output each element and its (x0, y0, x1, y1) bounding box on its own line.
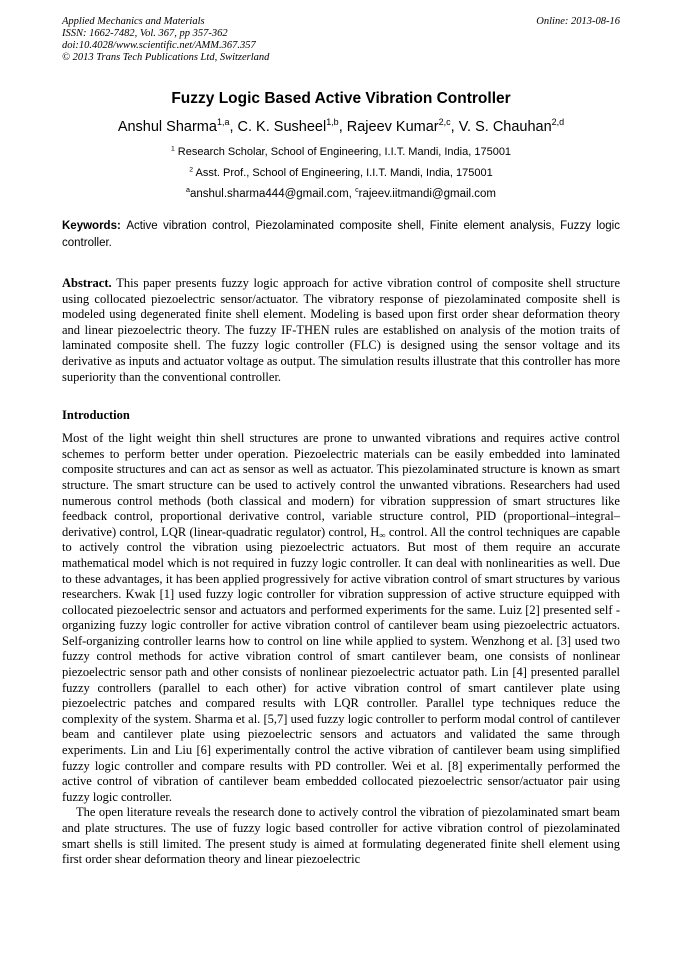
journal-name: Applied Mechanics and Materials (62, 16, 205, 27)
abstract-label: Abstract. (62, 276, 117, 290)
author-emails (62, 188, 620, 201)
abstract-text: This paper presents fuzzy logic approach for active vibration control of composite shell structure using collocated piezoelectric sensor/actuator. The vibratory response of piezolaminated composite shell is modeled using degenerated finite shell element. Modeling is based upon first order shear deformation theory and linear piezoelectric theory. The fuzzy IF-THEN rules are established on analysis of the motion traits of laminated composite shell. The fuzzy logic controller (FLC) is designed using the sensor voltage and its derivative as inputs and actuator voltage as output. The simulation results illustrate that this controller has more superiority than the conventional controller. (62, 276, 621, 384)
author-superscript: 1,b (326, 117, 339, 128)
author-name: C. K. Susheel (237, 119, 327, 135)
doi-line: doi:10.4028/www.scientific.net/AMM.367.357 (62, 40, 256, 51)
introduction-heading: Introduction (62, 408, 130, 423)
author-name: V. S. Chauhan (458, 119, 552, 135)
affiliation-superscript: 2 (189, 166, 194, 174)
email-address: anshul.sharma444@gmail.com (189, 188, 349, 200)
intro-para1-text-continued: control. All the control techniques are capable to actively control the vibration using piezoelectric actuators. But most of them require an accurate mathematical model which is not required in fuzzy logic controller. It can deal with nonlinearities as well. Due to these advantages, it has been applied progressively for active vibration control of smart structures by various researchers. Kwak [1] used fuzzy logic controller for vibration suppression of active structure equipped with collocated piezoelectric sensor and actuators and performed experiments for the same. Luiz [2] presented self -organizing fuzzy logic controller for active vibration control of cantilever beam using piezoelectric actuators. Self-organizing controller learns how to control on line while applied to system. Wenzhong et al. [3] used two fuzzy control methods for active vibration control of smart cantilever beam, one consists of nonlinear piezoelectric sensor path and other consists of nonlinear piezoelectric actuator path. Lin [4] presented parallel fuzzy controllers (parallel to each other) for active vibration control of smart cantilever plate using piezoelectric patches and compared results with LQR controller. Parallel type techniques reduce the complexity of the system. Sharma et al. [5,7] used fuzzy logic controller to perform modal control of cantilever beam and cantilever plate using piezoelectric sensors and actuators and validated the same through experiments. Lin and Liu [6] experimentally control the active vibration of cantilever beam using simplified fuzzy logic controller and compare results with PD controller. Wei et al. [8] experimentally performed the active control of vibration of cantilever beam embedded collocated piezoelectric sensor/actuator pair using fuzzy logic controller. (62, 524, 620, 804)
introduction-paragraph-2: The open literature reveals the research done to actively control the vibration of piezolaminated smart beam and plate structures. The use of fuzzy logic based controller for active vibration control of piezolaminated smart shells is still limited. The present study is aimed at formulating degenerated finite shell element using first order shear deformation theory and linear piezoelectric (62, 805, 620, 867)
authors-line (62, 118, 620, 136)
author-separator: , (450, 119, 459, 135)
affiliation-1 (62, 146, 620, 159)
affiliation-text: Asst. Prof., School of Engineering, I.I.T. Mandi, India, 175001 (193, 167, 493, 179)
infinity-subscript: ∞ (379, 529, 386, 540)
affiliation-text: Research Scholar, School of Engineering, I.I.T. Mandi, India, 175001 (174, 146, 512, 158)
paper-title: Fuzzy Logic Based Active Vibration Controller (171, 90, 511, 107)
author-name: Rajeev Kumar (346, 119, 439, 135)
author-superscript: 1,a (216, 117, 230, 128)
online-date: Online: 2013-08-16 (536, 16, 620, 27)
author-separator: , (338, 119, 347, 135)
keywords-paragraph (62, 218, 620, 252)
abstract-paragraph (62, 276, 620, 385)
copyright-line: © 2013 Trans Tech Publications Ltd, Switzerland (62, 52, 270, 63)
affiliation-superscript: 1 (170, 145, 175, 153)
publication-info (62, 16, 269, 64)
author-superscript: 2,d (551, 117, 565, 128)
publication-header (62, 16, 620, 64)
email-superscript: a (186, 186, 190, 195)
email-address: rajeev.iitmandi@gmail.com (358, 188, 496, 200)
keywords-text: Active vibration control, Piezolaminated composite shell, Finite element analysis, Fuzzy logic controller. (62, 220, 620, 249)
author-superscript: 2,c (438, 117, 451, 128)
email-separator: , (348, 188, 356, 200)
issn-volume-line: ISSN: 1662-7482, Vol. 367, pp 357-362 (62, 28, 228, 39)
author-name: Anshul Sharma (117, 119, 217, 135)
introduction-paragraph-1 (62, 431, 620, 805)
author-separator: , (229, 119, 238, 135)
intro-para1-text: Most of the light weight thin shell structures are prone to unwanted vibrations and requires active control schemes to perform better under operation. Piezoelectric materials can be easily embedded into laminated composite structures and can act as sensor as well as actuator. This piezolaminated structure is known as smart structure. The smart structure can be used to actively control the unwanted vibrations. Researchers had used numerous control methods (both classical and modern) for vibration suppression of smart structures like feedback control, proportional derivative control, variable structure control, PID (proportional–integral–derivative) control, LQR (linear-quadratic regulator) control, H (62, 431, 620, 539)
email-superscript: c (355, 186, 359, 195)
keywords-label: Keywords: (62, 220, 127, 232)
affiliation-2 (62, 167, 620, 180)
